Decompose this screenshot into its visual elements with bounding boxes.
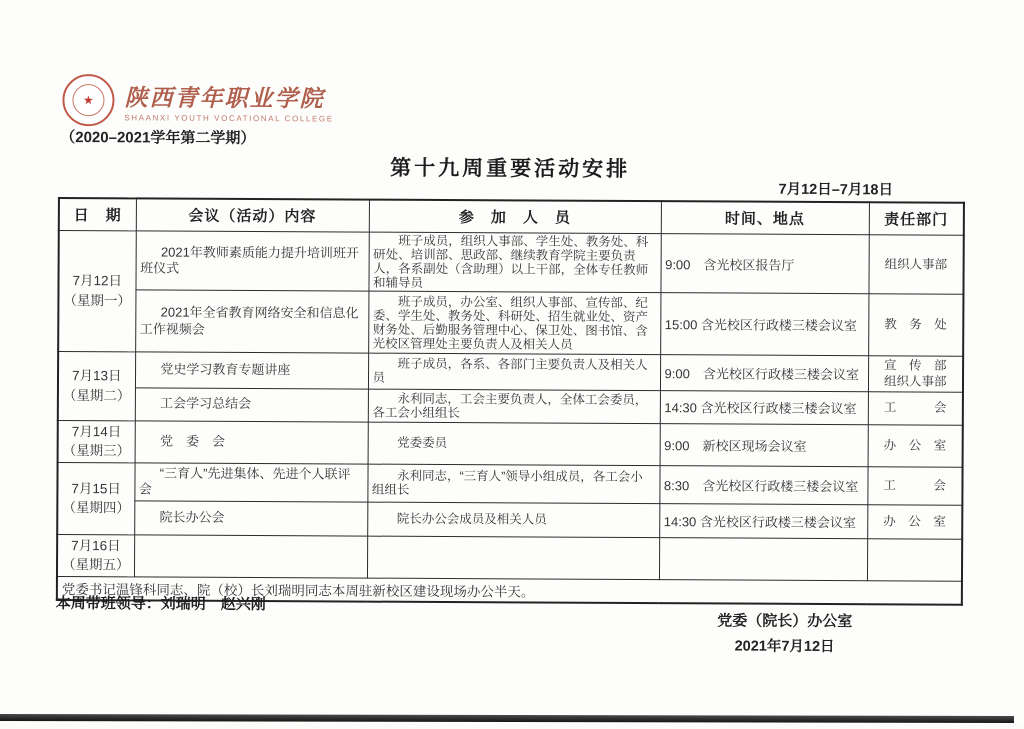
- activity-participants: [367, 536, 659, 580]
- activity-content: 党 委 会: [135, 420, 368, 463]
- activity-department: 宣 传 部 组织人事部: [868, 356, 963, 392]
- college-logo: [62, 74, 334, 127]
- page-title: 第十九周重要活动安排: [390, 156, 631, 181]
- header-content: 会议（活动）内容: [136, 198, 369, 232]
- table-row: [57, 462, 962, 505]
- issue-date: 2021年7月12日: [734, 638, 835, 656]
- activity-department: [867, 538, 962, 581]
- header-time-place: 时间、地点: [661, 201, 869, 235]
- activity-time-place: 9:00 含光校区报告厅: [660, 234, 868, 294]
- activity-department: 组织人事部: [868, 235, 963, 294]
- date-cell-friday: 7月16日 （星期五）: [57, 534, 134, 577]
- date-cell-thursday: 7月15日 （星期四）: [57, 462, 134, 534]
- table-row: [58, 420, 963, 467]
- duty-leaders-line: 本周带班领导：刘瑞明 赵兴刚: [55, 594, 266, 614]
- activity-participants: 班子成员，组织人事部、学生处、教务处、科研处、培训部、思政部、继续教育学院主要负责人，各系副处（含助理）以上干部，全体专任教师和辅导员: [368, 232, 660, 293]
- activity-content: [134, 535, 367, 578]
- signature-block: [670, 609, 900, 656]
- activity-time-place: 8:30 含光校区行政楼三楼会议室: [659, 465, 867, 504]
- table-row: [57, 500, 962, 539]
- activity-time-place: 15:00 含光校区行政楼三楼会议室: [660, 293, 868, 356]
- activity-department: 教 务 处: [868, 294, 963, 356]
- activity-time-place: [659, 537, 867, 580]
- date-cell-wednesday: 7月14日 （星期三）: [58, 420, 135, 463]
- activity-time-place: 9:00 含光校区行政楼三楼会议室: [660, 355, 868, 392]
- activity-participants: 班子成员，办公室、组织人事部、宣传部、纪委、学生处、教务处、科研处、招生就业处、资产财务处、后勤服务管理中心、保卫处、图书馆、含光校区管理处主要负责人及相关人员: [368, 291, 660, 355]
- table-header-row: [59, 198, 964, 235]
- weekly-schedule-table: [56, 197, 965, 605]
- seal-inner-ring: [72, 84, 104, 116]
- activity-department: 办 公 室: [867, 504, 962, 538]
- issuing-office: 党委（院长）办公室: [717, 612, 853, 631]
- date-cell-tuesday: 7月13日 （星期二）: [58, 351, 135, 420]
- table-row: [58, 351, 963, 391]
- activity-time-place: 14:30 含光校区行政楼三楼会议室: [659, 503, 867, 538]
- activity-time-place: 9:00 新校区现场会议室: [660, 423, 868, 466]
- semester-label: （2020–2021学年第二学期）: [60, 129, 256, 148]
- activity-participants: 院长办公会成员及相关人员: [367, 502, 659, 538]
- activity-content: 工会学习总结会: [135, 387, 368, 421]
- activity-content: 院长办公会: [134, 501, 367, 536]
- header-department: 责任部门: [869, 202, 964, 235]
- activity-department: 办 公 室: [868, 424, 963, 467]
- table-row: [58, 289, 963, 356]
- table-row: [57, 534, 962, 581]
- date-cell-monday: 7月12日 （星期一）: [58, 230, 136, 351]
- activity-content: 党史学习教育专题讲座: [135, 352, 368, 389]
- activity-content: 2021年全省教育网络安全和信息化工作视频会: [135, 290, 368, 353]
- activity-time-place: 14:30 含光校区行政楼三楼会议室: [660, 390, 868, 424]
- activity-content: “三育人”先进集体、先进个人联评会: [134, 463, 367, 502]
- activity-participants: 永利同志，“三育人”领导小组成员，各工会小组组长: [367, 464, 659, 504]
- college-name-cn: 陕西青年职业学院: [124, 84, 325, 111]
- activity-participants: 班子成员，各系、各部门主要负责人及相关人员: [368, 353, 660, 390]
- header-participants: 参 加 人 员: [369, 200, 661, 234]
- activity-participants: 党委委员: [368, 422, 660, 466]
- star-icon: ★: [83, 93, 94, 108]
- activity-department: 工 会: [867, 466, 962, 504]
- activity-department: 工 会: [868, 391, 963, 424]
- activity-participants: 永利同志，工会主要负责人，全体工会委员，各工会小组组长: [368, 389, 660, 424]
- date-range-label: 7月12日–7月18日: [778, 181, 894, 199]
- weekly-note: 党委书记温锋科同志、院（校）长刘瑞明同志本周驻新校区建设现场办公半天。: [57, 576, 962, 604]
- college-name-en: SHAANXI YOUTH VOCATIONAL COLLEGE: [124, 112, 334, 123]
- activity-content: 2021年教师素质能力提升培训班开班仪式: [135, 231, 368, 291]
- college-seal-icon: [62, 74, 114, 126]
- college-name-block: [124, 79, 334, 123]
- table-row: [58, 230, 963, 294]
- table-row: [58, 387, 963, 425]
- header-date: 日 期: [59, 198, 136, 231]
